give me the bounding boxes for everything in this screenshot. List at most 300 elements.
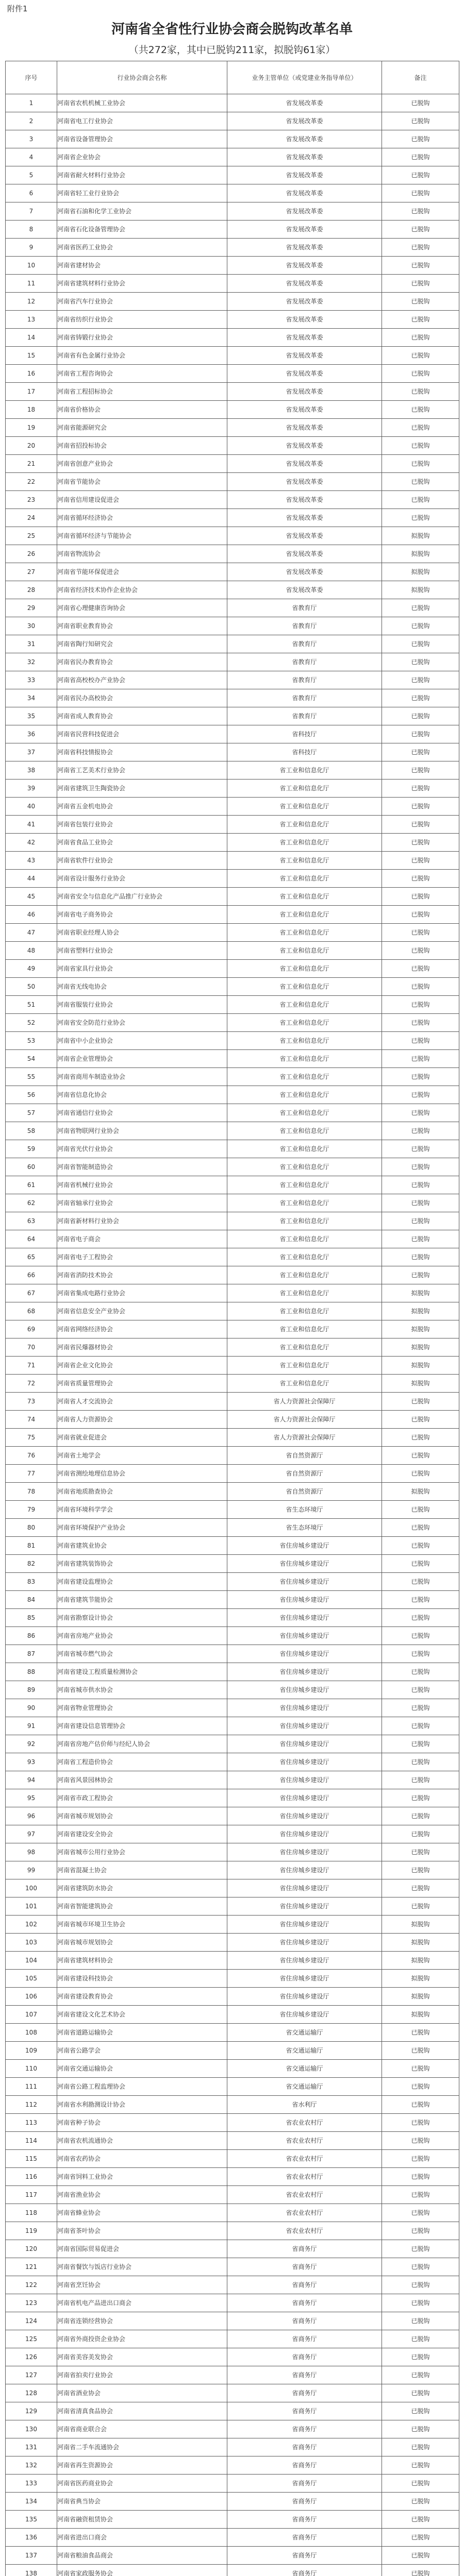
remark: 拟脱钩 [382,545,459,563]
association-name: 河南省烹饪协会 [57,2276,227,2294]
table-row [6,1302,459,1320]
row-index: 49 [6,960,57,978]
table-row [6,1573,459,1591]
row-index: 57 [6,1104,57,1122]
association-name: 河南省信息安全产业协会 [57,1302,227,1320]
remark: 拟脱钩 [382,1320,459,1338]
table-row [6,437,459,455]
remark: 已脱钩 [382,1735,459,1753]
remark: 已脱钩 [382,906,459,924]
table-row [6,257,459,275]
row-index: 112 [6,2096,57,2114]
supervising-unit: 省农业农村厅 [227,2222,382,2240]
supervising-unit: 省商务厅 [227,2384,382,2402]
supervising-unit: 省发展改革委 [227,545,382,563]
remark: 已脱钩 [382,1447,459,1465]
row-index: 121 [6,2258,57,2276]
row-index: 90 [6,1699,57,1717]
table-row [6,2078,459,2096]
supervising-unit: 省住房城乡建设厅 [227,1789,382,1807]
supervising-unit: 省交通运输厅 [227,2042,382,2060]
table-row [6,1519,459,1537]
row-index: 94 [6,1771,57,1789]
association-name: 河南省电子商会 [57,1230,227,1248]
supervising-unit: 省发展改革委 [227,473,382,491]
table-row [6,1104,459,1122]
supervising-unit: 省发展改革委 [227,527,382,545]
supervising-unit: 省住房城乡建设厅 [227,1717,382,1735]
association-name: 河南省餐饮与饭店行业协会 [57,2258,227,2276]
remark: 已脱钩 [382,1501,459,1519]
row-index: 24 [6,509,57,527]
table-row [6,148,459,166]
row-index: 29 [6,599,57,617]
supervising-unit: 省工业和信息化厅 [227,870,382,888]
association-name: 河南省质量管理协会 [57,1375,227,1393]
row-index: 102 [6,1916,57,1934]
supervising-unit: 省教育厅 [227,635,382,653]
table-row [6,1645,459,1663]
remark: 已脱钩 [382,779,459,798]
table-row [6,779,459,798]
supervising-unit: 省工业和信息化厅 [227,779,382,798]
association-name: 河南省建设教育协会 [57,1988,227,2006]
supervising-unit: 省住房城乡建设厅 [227,1825,382,1843]
supervising-unit: 省商务厅 [227,2529,382,2547]
supervising-unit: 省商务厅 [227,2348,382,2366]
remark: 已脱钩 [382,202,459,221]
remark: 已脱钩 [382,978,459,996]
remark: 已脱钩 [382,761,459,779]
remark: 已脱钩 [382,1807,459,1825]
row-index: 15 [6,347,57,365]
row-index: 37 [6,743,57,761]
remark: 已脱钩 [382,148,459,166]
row-index: 68 [6,1302,57,1320]
association-name: 河南省安全防范行业协会 [57,1014,227,1032]
remark: 已脱钩 [382,2529,459,2547]
association-name: 河南省公路学会 [57,2042,227,2060]
association-name: 河南省建材协会 [57,257,227,275]
remark: 已脱钩 [382,239,459,257]
supervising-unit: 省工业和信息化厅 [227,1014,382,1032]
association-name: 河南省工程造价协会 [57,1753,227,1771]
row-index: 12 [6,293,57,311]
row-index: 70 [6,1338,57,1357]
association-name: 河南省有色金属行业协会 [57,347,227,365]
table-row [6,1663,459,1681]
table-row [6,2186,459,2204]
association-name: 河南省建设信息管理协会 [57,1717,227,1735]
row-index: 123 [6,2294,57,2312]
row-index: 78 [6,1483,57,1501]
table-row [6,2060,459,2078]
supervising-unit: 省工业和信息化厅 [227,1302,382,1320]
table-row [6,94,459,112]
association-name: 河南省中小企业协会 [57,1032,227,1050]
table-row [6,2330,459,2348]
supervising-unit: 省工业和信息化厅 [227,942,382,960]
remark: 已脱钩 [382,184,459,202]
remark: 已脱钩 [382,1393,459,1411]
association-name: 河南省设备管理协会 [57,130,227,148]
table-row [6,2132,459,2150]
supervising-unit: 省教育厅 [227,707,382,725]
table-row [6,2114,459,2132]
supervising-unit: 省发展改革委 [227,311,382,329]
supervising-unit: 省工业和信息化厅 [227,1158,382,1176]
row-index: 30 [6,617,57,635]
row-index: 8 [6,221,57,239]
supervising-unit: 省农业农村厅 [227,2186,382,2204]
association-name: 河南省轻工业行业协会 [57,184,227,202]
association-name: 河南省建设工程质量检测协会 [57,1663,227,1681]
remark: 已脱钩 [382,2042,459,2060]
supervising-unit: 省教育厅 [227,653,382,671]
association-name: 河南省汽车行业协会 [57,293,227,311]
remark: 已脱钩 [382,1555,459,1573]
table-row [6,1284,459,1302]
remark: 拟脱钩 [382,1970,459,1988]
row-index: 89 [6,1681,57,1699]
remark: 已脱钩 [382,2078,459,2096]
remark: 拟脱钩 [382,1483,459,1501]
supervising-unit: 省商务厅 [227,2258,382,2276]
association-name: 河南省进出口商会 [57,2529,227,2547]
supervising-unit: 省工业和信息化厅 [227,1032,382,1050]
table-row [6,743,459,761]
supervising-unit: 省工业和信息化厅 [227,1140,382,1158]
table-row [6,1140,459,1158]
association-name: 河南省酒业协会 [57,2384,227,2402]
table-row [6,1357,459,1375]
header-remark: 备注 [382,61,459,94]
association-name: 河南省高校校办产业协会 [57,671,227,689]
association-name: 河南省建筑节能协会 [57,1591,227,1609]
row-index: 124 [6,2312,57,2330]
remark: 已脱钩 [382,2547,459,2565]
row-index: 85 [6,1609,57,1627]
association-name: 河南省陶行知研究会 [57,635,227,653]
header-index: 序号 [6,61,57,94]
supervising-unit: 省住房城乡建设厅 [227,1879,382,1897]
row-index: 117 [6,2186,57,2204]
remark: 拟脱钩 [382,1916,459,1934]
supervising-unit: 省发展改革委 [227,202,382,221]
row-index: 82 [6,1555,57,1573]
supervising-unit: 省商务厅 [227,2565,382,2576]
table-row [6,1032,459,1050]
row-index: 60 [6,1158,57,1176]
table-row [6,1555,459,1573]
supervising-unit: 省发展改革委 [227,347,382,365]
association-name: 河南省融资租赁协会 [57,2511,227,2529]
row-index: 125 [6,2330,57,2348]
table-row [6,1988,459,2006]
attachment-label: 附件1 [7,4,28,13]
row-index: 99 [6,1861,57,1879]
table-row [6,1465,459,1483]
association-name: 河南省五金机电协会 [57,798,227,816]
supervising-unit: 省住房城乡建设厅 [227,1753,382,1771]
row-index: 76 [6,1447,57,1465]
supervising-unit: 省商务厅 [227,2547,382,2565]
association-name: 河南省光伏行业协会 [57,1140,227,1158]
supervising-unit: 省住房城乡建设厅 [227,1663,382,1681]
association-name: 河南省科技情报协会 [57,743,227,761]
remark: 已脱钩 [382,257,459,275]
table-body [6,94,459,2576]
supervising-unit: 省商务厅 [227,2294,382,2312]
table-row [6,563,459,581]
table-row [6,2276,459,2294]
association-name: 河南省建设监理协会 [57,1573,227,1591]
association-name: 河南省建筑卫生陶瓷协会 [57,779,227,798]
remark: 已脱钩 [382,347,459,365]
association-name: 河南省公路工程监理协会 [57,2078,227,2096]
remark: 已脱钩 [382,2132,459,2150]
row-index: 66 [6,1266,57,1284]
row-index: 19 [6,419,57,437]
table-row [6,2475,459,2493]
association-name: 河南省食品工业协会 [57,834,227,852]
remark: 已脱钩 [382,635,459,653]
table-row [6,1411,459,1429]
table-row [6,689,459,707]
row-index: 52 [6,1014,57,1032]
table-row [6,2511,459,2529]
table-row [6,1861,459,1879]
table-row [6,2096,459,2114]
row-index: 54 [6,1050,57,1068]
association-name: 河南省设计服务行业协会 [57,870,227,888]
supervising-unit: 省交通运输厅 [227,2024,382,2042]
row-index: 138 [6,2565,57,2576]
supervising-unit: 省科技厅 [227,725,382,743]
supervising-unit: 省工业和信息化厅 [227,960,382,978]
association-name: 河南省道路运输协会 [57,2024,227,2042]
association-name: 河南省电子商务协会 [57,906,227,924]
association-name: 河南省软件行业协会 [57,852,227,870]
row-index: 31 [6,635,57,653]
remark: 已脱钩 [382,329,459,347]
supervising-unit: 省商务厅 [227,2276,382,2294]
table-row [6,816,459,834]
remark: 已脱钩 [382,2150,459,2168]
supervising-unit: 省发展改革委 [227,401,382,419]
remark: 已脱钩 [382,2222,459,2240]
association-name: 河南省外商投资企业协会 [57,2330,227,2348]
table-row [6,311,459,329]
association-name: 河南省城市燃气协会 [57,1645,227,1663]
association-name: 河南省电工行业协会 [57,112,227,130]
association-name: 河南省建筑材料协会 [57,1952,227,1970]
remark: 已脱钩 [382,1068,459,1086]
association-name: 河南省连锁经营协会 [57,2312,227,2330]
supervising-unit: 省科技厅 [227,743,382,761]
table-row [6,275,459,293]
remark: 已脱钩 [382,112,459,130]
remark: 已脱钩 [382,1519,459,1537]
association-name: 河南省智能建筑协会 [57,1897,227,1916]
association-name: 河南省民办教育协会 [57,653,227,671]
supervising-unit: 省自然资源厅 [227,1447,382,1465]
row-index: 50 [6,978,57,996]
supervising-unit: 省住房城乡建设厅 [227,1861,382,1879]
supervising-unit: 省工业和信息化厅 [227,1266,382,1284]
row-index: 74 [6,1411,57,1429]
remark: 已脱钩 [382,1032,459,1050]
table-row [6,473,459,491]
supervising-unit: 省发展改革委 [227,509,382,527]
supervising-unit: 省商务厅 [227,2240,382,2258]
supervising-unit: 省水利厅 [227,2096,382,2114]
supervising-unit: 省商务厅 [227,2420,382,2438]
association-name: 河南省集成电路行业协会 [57,1284,227,1302]
table-row [6,1014,459,1032]
supervising-unit: 省住房城乡建设厅 [227,1970,382,1988]
remark: 拟脱钩 [382,2006,459,2024]
remark: 已脱钩 [382,94,459,112]
supervising-unit: 省发展改革委 [227,455,382,473]
table-row [6,1825,459,1843]
supervising-unit: 省住房城乡建设厅 [227,1573,382,1591]
association-name: 河南省民营科技促进会 [57,725,227,743]
table-row [6,1717,459,1735]
remark: 已脱钩 [382,2312,459,2330]
row-index: 133 [6,2475,57,2493]
association-name: 河南省智能制造协会 [57,1158,227,1176]
table-header-row [6,61,459,94]
row-index: 25 [6,527,57,545]
table-row [6,1158,459,1176]
remark: 已脱钩 [382,1573,459,1591]
association-name: 河南省循环经济与节能协会 [57,527,227,545]
row-index: 132 [6,2456,57,2475]
table-row [6,166,459,184]
row-index: 98 [6,1843,57,1861]
association-name: 河南省招投标协会 [57,437,227,455]
row-index: 88 [6,1663,57,1681]
supervising-unit: 省工业和信息化厅 [227,1104,382,1122]
association-name: 河南省服装行业协会 [57,996,227,1014]
supervising-unit: 省工业和信息化厅 [227,1194,382,1212]
supervising-unit: 省住房城乡建设厅 [227,1771,382,1789]
row-index: 86 [6,1627,57,1645]
table-row [6,1501,459,1519]
table-row [6,798,459,816]
association-name: 河南省新材料行业协会 [57,1212,227,1230]
supervising-unit: 省商务厅 [227,2312,382,2330]
supervising-unit: 省工业和信息化厅 [227,996,382,1014]
row-index: 1 [6,94,57,112]
table-row [6,112,459,130]
association-name: 河南省无线电协会 [57,978,227,996]
association-name: 河南省工艺美术行业协会 [57,761,227,779]
table-row [6,2384,459,2402]
association-name: 河南省就业促进会 [57,1429,227,1447]
association-name: 河南省职业经理人协会 [57,924,227,942]
remark: 已脱钩 [382,996,459,1014]
table-row [6,1789,459,1807]
remark: 已脱钩 [382,2420,459,2438]
table-row [6,2547,459,2565]
association-name: 河南省物联网行业协会 [57,1122,227,1140]
table-row [6,996,459,1014]
association-name: 河南省城市规划协会 [57,1807,227,1825]
supervising-unit: 省教育厅 [227,671,382,689]
association-name: 河南省农药协会 [57,2150,227,2168]
association-name: 河南省建设文化艺术协会 [57,2006,227,2024]
association-name: 河南省环境保护产业协会 [57,1519,227,1537]
row-index: 113 [6,2114,57,2132]
association-name: 河南省物业管理协会 [57,1699,227,1717]
table-row [6,1050,459,1068]
row-index: 103 [6,1934,57,1952]
remark: 拟脱钩 [382,563,459,581]
association-name: 河南省再生资源协会 [57,2456,227,2475]
table-row [6,527,459,545]
association-name: 河南省经济技术协作企业协会 [57,581,227,599]
remark: 已脱钩 [382,707,459,725]
association-name: 河南省农机流通协会 [57,2132,227,2150]
table-row [6,383,459,401]
remark: 已脱钩 [382,473,459,491]
row-index: 135 [6,2511,57,2529]
remark: 已脱钩 [382,1789,459,1807]
supervising-unit: 省农业农村厅 [227,2204,382,2222]
association-name: 河南省城市环境卫生协会 [57,1916,227,1934]
remark: 拟脱钩 [382,527,459,545]
row-index: 35 [6,707,57,725]
row-index: 79 [6,1501,57,1519]
table-row [6,1176,459,1194]
row-index: 7 [6,202,57,221]
supervising-unit: 省住房城乡建设厅 [227,1843,382,1861]
remark: 已脱钩 [382,888,459,906]
supervising-unit: 省交通运输厅 [227,2078,382,2096]
row-index: 21 [6,455,57,473]
table-row [6,293,459,311]
association-name: 河南省拍卖行业协会 [57,2366,227,2384]
supervising-unit: 省发展改革委 [227,257,382,275]
table-row [6,1212,459,1230]
row-index: 93 [6,1753,57,1771]
supervising-unit: 省农业农村厅 [227,2150,382,2168]
supervising-unit: 省自然资源厅 [227,1483,382,1501]
association-name: 河南省医药工业协会 [57,239,227,257]
row-index: 45 [6,888,57,906]
supervising-unit: 省发展改革委 [227,491,382,509]
supervising-unit: 省生态环境厅 [227,1519,382,1537]
association-name: 河南省环境科学学会 [57,1501,227,1519]
row-index: 13 [6,311,57,329]
table-row [6,2366,459,2384]
supervising-unit: 省工业和信息化厅 [227,1320,382,1338]
table-row [6,2006,459,2024]
supervising-unit: 省工业和信息化厅 [227,761,382,779]
association-name: 河南省民爆器材协会 [57,1338,227,1357]
remark: 已脱钩 [382,1158,459,1176]
supervising-unit: 省人力资源社会保障厅 [227,1429,382,1447]
table-row [6,1194,459,1212]
association-name: 河南省塑料行业协会 [57,942,227,960]
supervising-unit: 省工业和信息化厅 [227,888,382,906]
row-index: 61 [6,1176,57,1194]
remark: 已脱钩 [382,455,459,473]
remark: 已脱钩 [382,365,459,383]
table-row [6,1843,459,1861]
